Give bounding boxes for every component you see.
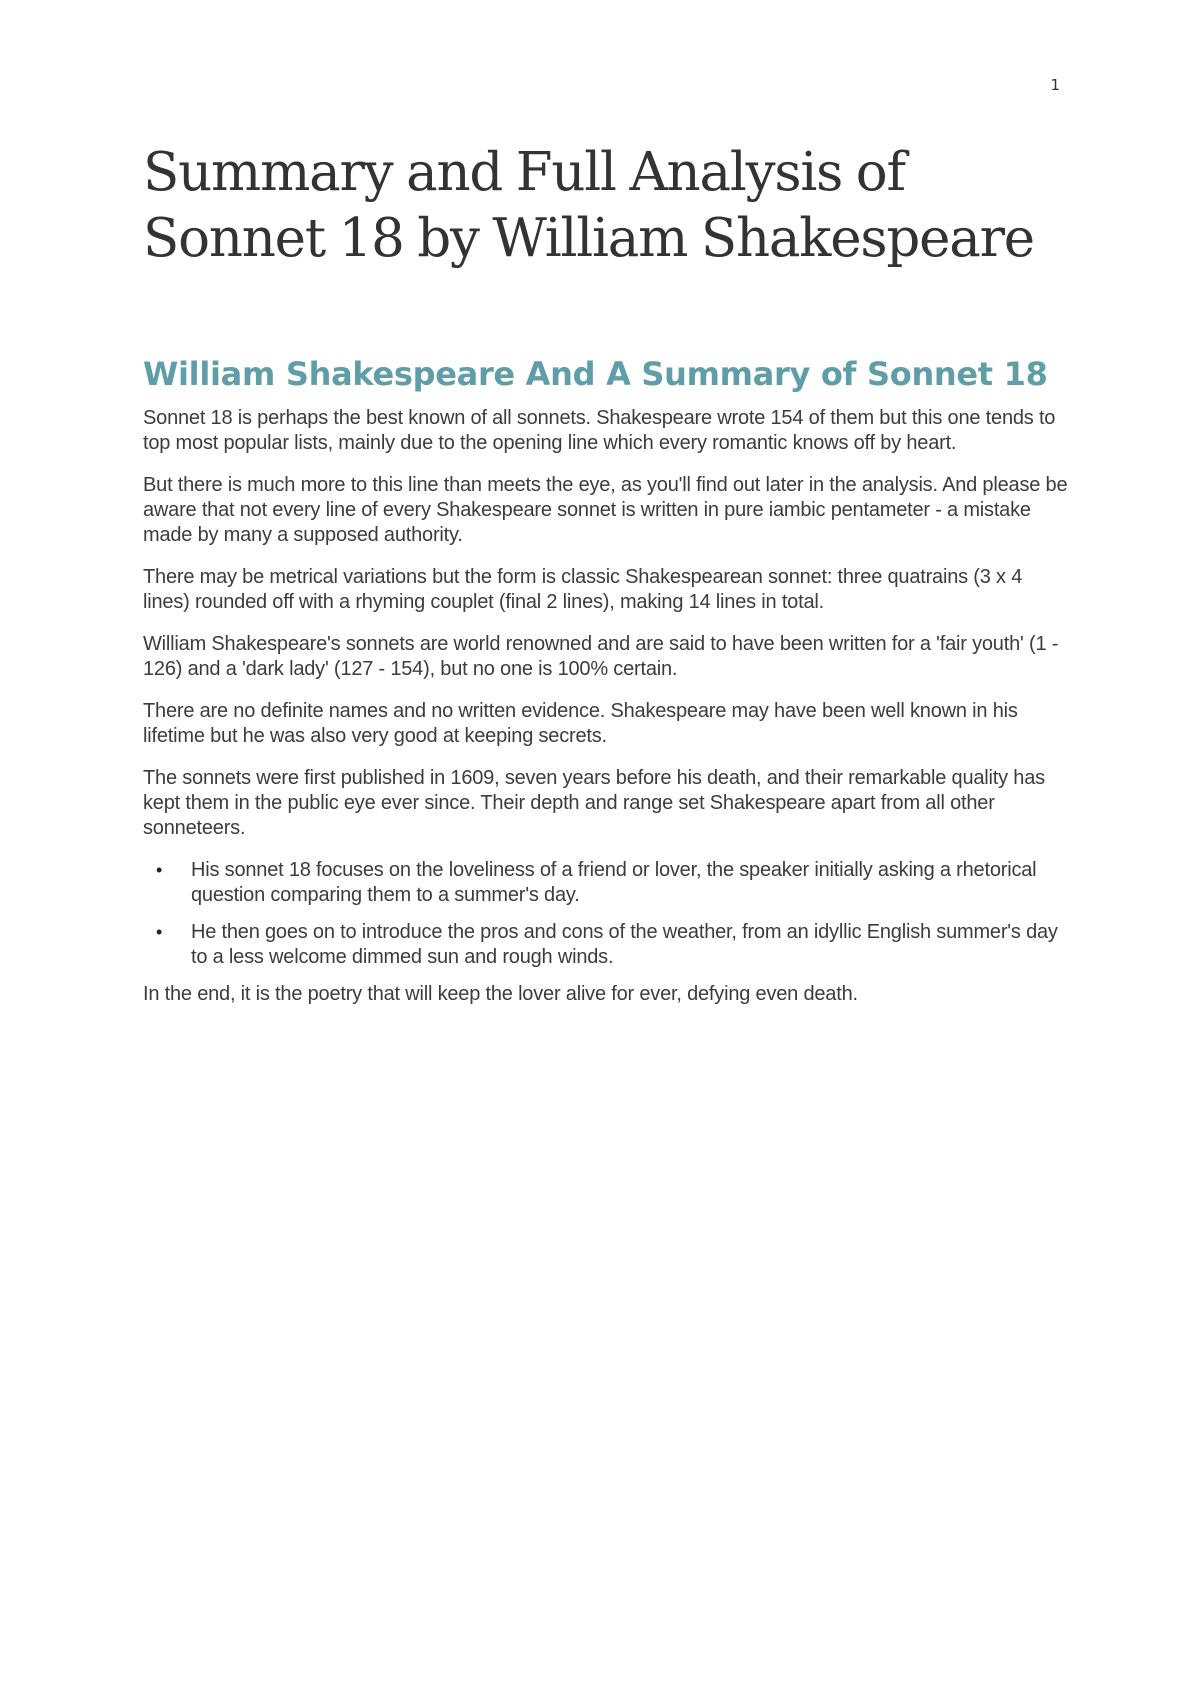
paragraph-intro: Sonnet 18 is perhaps the best known of all sonnets. Shakespeare wrote 154 of them but this one tends to top most popular lists, mainly due to the opening line which every romantic knows off by heart. [143, 407, 1056, 454]
bullet-text: He then goes on to introduce the pros and cons of the weather, from an idyllic English summer's day to a less welcome dimmed sun and rough winds. [191, 921, 1058, 968]
paragraph-opening-line: But there is much more to this line than meets the eye, as you'll find out later in the analysis. And please be aware that not every line of every Shakespeare sonnet is written in pure iambic pentameter - a mistake made by many a supposed authority. [143, 474, 1068, 546]
bullet-item [143, 920, 1068, 970]
paragraph-closing: In the end, it is the poetry that will keep the lover alive for ever, defying even death. [143, 983, 858, 1005]
paragraph-form: There may be metrical variations but the form is classic Shakespearean sonnet: three quatrains (3 x 4 lines) rounded off with a rhyming couplet (final 2 lines), making 14 lines in total. [143, 566, 1023, 613]
bullet-icon: • [156, 860, 163, 880]
page-number: 1 [1050, 76, 1060, 94]
summary-bullet-list [143, 858, 1068, 970]
bullet-text: His sonnet 18 focuses on the loveliness of a friend or lover, the speaker initially asking a rhetorical question comparing them to a summer's day. [191, 859, 1037, 906]
bullet-icon: • [156, 922, 163, 942]
paragraph-publication: The sonnets were first published in 1609, seven years before his death, and their remarkable quality has kept them in the public eye ever since. Their depth and range set Shakespeare apart from all other sonneteers. [143, 767, 1045, 839]
paragraph-fair-youth: William Shakespeare's sonnets are world renowned and are said to have been written for a 'fair youth' (1 - 126) and a 'dark lady' (127 - 154), but no one is 100% certain. [143, 633, 1059, 680]
section-heading: William Shakespeare And A Summary of Sonnet 18 [143, 355, 1048, 393]
document-body [143, 140, 1068, 1007]
paragraph-secrets: There are no definite names and no written evidence. Shakespeare may have been well known in his lifetime but he was also very good at keeping secrets. [143, 700, 1018, 747]
bullet-item [143, 858, 1068, 908]
document-title: Summary and Full Analysis of Sonnet 18 by William Shakespeare [143, 142, 1034, 269]
